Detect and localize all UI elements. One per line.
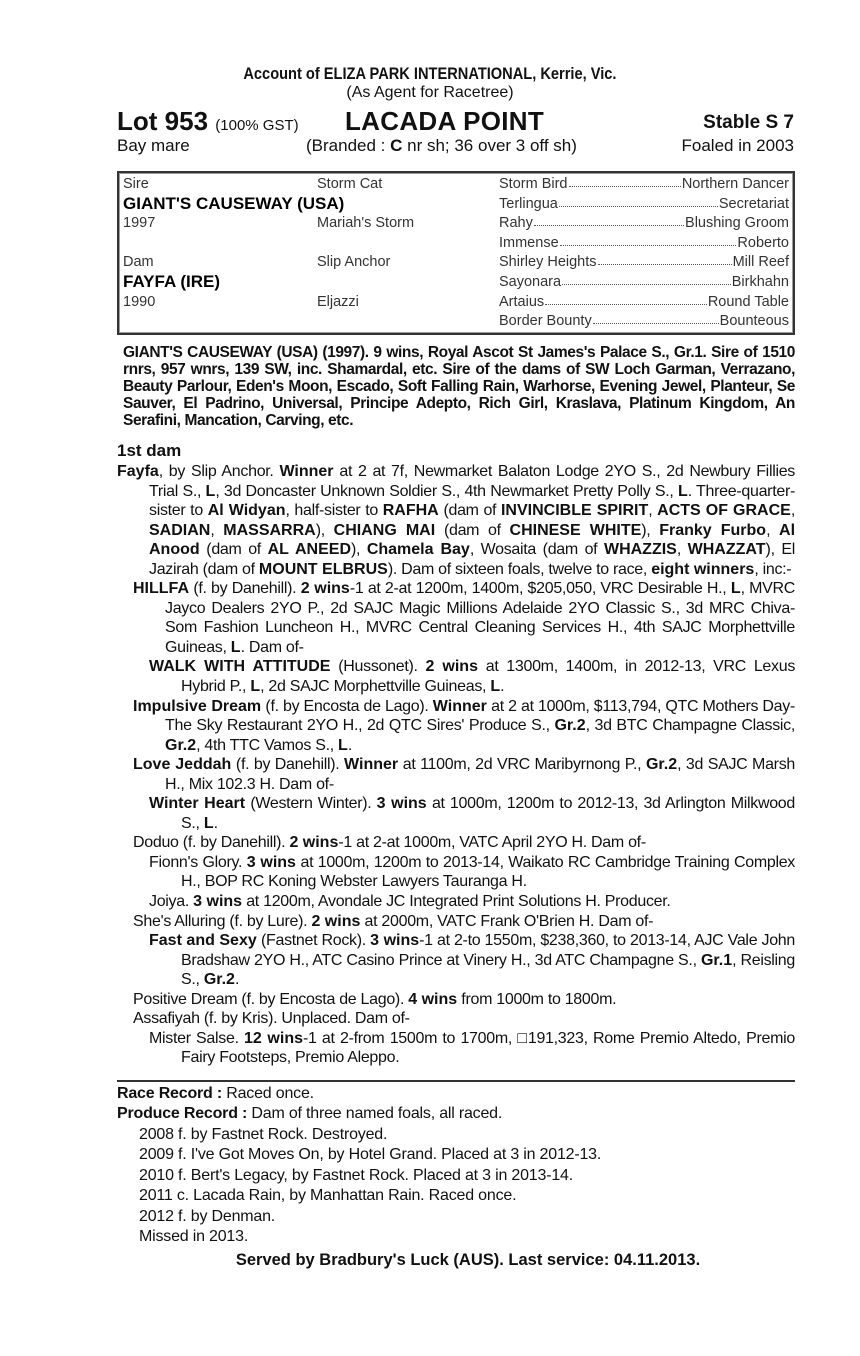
sire-summary: GIANT'S CAUSEWAY (USA) (1997). 9 wins, Royal Ascot St James's Palace S., Gr.1. Sire of 1510 rnrs, 957 wnrs, 139 SW, inc. Shamardal, etc. Sire of the dams of SW Loch Garman, Verrazano, Beauty Parlour, Eden's Moon, Escado, Soft Falling Rain, Warhorse, Evening Jewel, Planteur, Se Sauver, El Padrino, Universal, Principe Adepto, Rich Girl, Kraslava, Platinum Kingdom, An Serafini, Mancation, Carving, etc. [123, 344, 795, 429]
entry-text: . [500, 678, 505, 696]
dot-leader [593, 313, 719, 324]
produce-line: 2012 f. by Denman. [139, 1207, 276, 1225]
pedigree-parent: Storm Cat [317, 176, 383, 192]
entry-highlight: Winner [432, 697, 487, 715]
entry-text: at 2000m, VATC Frank O'Brien H. Dam of- [360, 912, 654, 930]
catalogue-body [117, 344, 795, 1300]
lot-label: Lot 953 [117, 106, 209, 136]
entry-text: , inc:- [754, 560, 792, 578]
entry-text: . [347, 736, 352, 754]
entry-highlight: SADIAN [149, 521, 211, 539]
brand-info [306, 136, 577, 156]
produce-record-label: Produce Record : [117, 1105, 248, 1123]
entry-highlight: L [490, 678, 501, 696]
entry-highlight: Gr.2 [645, 756, 678, 774]
produce-entry [117, 892, 795, 912]
first-dam-heading: 1st dam [117, 441, 182, 460]
pedigree-row [119, 313, 793, 333]
divider [117, 1080, 795, 1082]
entry-highlight: L [230, 638, 241, 656]
entry-text: , [790, 502, 795, 520]
entry-text: ), El Jazirah (dam of [149, 541, 795, 578]
entry-highlight: L [677, 482, 688, 500]
entry-highlight: RAFHA [382, 502, 439, 520]
entry-highlight: 4 wins [408, 990, 458, 1008]
produce-entry [117, 794, 795, 833]
entry-text: (dam of [438, 502, 501, 520]
pedigree-row [119, 193, 793, 216]
produce-record [117, 1104, 795, 1125]
ancestor-sire: Northern Dancer [681, 176, 789, 192]
ancestor-name: Storm Bird [499, 176, 568, 192]
race-record-text: Raced once. [222, 1084, 314, 1102]
pedigree-parent: Mariah's Storm [317, 215, 415, 232]
service-info: Served by Bradbury's Luck (AUS). Last service: 04.11.2013. [235, 1250, 701, 1269]
entry-highlight: 2 wins [300, 580, 350, 598]
entry-text: , 3d Doncaster Unknown Soldier S., 4th Newmarket Pretty Polly S., [215, 482, 678, 500]
produce-line: Missed in 2013. [139, 1228, 249, 1246]
pedigree-name: 1997 [123, 215, 156, 232]
entry-highlight: ACTS OF GRACE [657, 502, 791, 520]
entry-text: ), [315, 521, 334, 539]
ancestor-sire: Roberto [737, 234, 789, 251]
entry-text: , 3d BTC Champagne Classic, [585, 717, 795, 735]
produce-entry [117, 1009, 795, 1029]
entry-highlight: Impulsive Dream [133, 697, 262, 715]
entry-text: at 2 at 7f, Newmarket Balaton Lodge 2YO S., 2d Newbury Fillies Trial S., [149, 463, 796, 500]
pedigree-ancestor-pair [499, 196, 789, 212]
entry-text: Assafiyah (f. by Kris). Unplaced. Dam of- [133, 1010, 410, 1028]
dot-leader [562, 274, 731, 285]
entry-highlight: 3 wins [193, 893, 243, 911]
entry-highlight: 12 wins [244, 1029, 303, 1047]
entry-highlight: Al Anood [149, 521, 796, 559]
entry-highlight: CHINESE WHITE [509, 521, 642, 539]
entry-highlight: Gr.2 [554, 717, 586, 735]
entry-highlight: 2 wins [311, 912, 361, 930]
ancestor-name: Shirley Heights [499, 254, 597, 271]
brand-pre: (Branded : [306, 136, 391, 155]
foaled-year: Foaled in 2003 [681, 136, 794, 155]
horse-sex: Bay mare [117, 136, 190, 155]
entry-highlight: Gr.2 [165, 736, 197, 754]
entry-text: , half-sister to [285, 502, 383, 520]
entry-text: (f. by Danehill). [189, 580, 301, 598]
ancestor-name: Sayonara [499, 274, 562, 290]
pedigree-name: Dam [123, 254, 154, 271]
entry-text: at 2 at 1000m, $113,794, QTC Mothers Day-The Sky Restaurant 2YO H., 2d QTC Sires' Produce S., [165, 697, 796, 735]
entry-text: She's Alluring (f. by Lure). [133, 912, 312, 930]
pedigree-ancestor-pair [499, 235, 789, 251]
entry-text: (Western Winter). [245, 795, 377, 813]
entry-highlight: WHAZZIS [603, 541, 677, 559]
produce-entry [117, 990, 795, 1010]
entry-text: , [766, 521, 780, 539]
entry-text: Mister Salse. [149, 1029, 245, 1047]
entry-highlight: Winner [344, 756, 399, 774]
dot-leader [534, 215, 684, 226]
dot-leader [545, 294, 707, 305]
entry-text: , [648, 502, 658, 520]
ancestor-sire: Blushing Groom [685, 215, 789, 232]
pedigree-parent: Eljazzi [317, 293, 359, 310]
entry-highlight: L [203, 814, 214, 832]
entry-text: at 1000m, 1200m to 2012-13, 3d Arlington Milkwood S., [181, 795, 795, 832]
pedigree-row [119, 294, 793, 314]
ancestor-name: Artaius [499, 293, 545, 310]
produce-line: 2010 f. Bert's Legacy, by Fastnet Rock. Placed at 3 in 2013-14. [139, 1166, 573, 1184]
ancestor-name: Rahy [499, 215, 533, 232]
entry-text: , 4th TTC Vamos S., [196, 736, 339, 754]
pedigree-name: Sire [123, 176, 149, 192]
entry-highlight: Fayfa [117, 463, 159, 480]
vendor-account [0, 64, 860, 84]
produce-entry [117, 657, 795, 696]
ancestor-sire: Round Table [707, 293, 789, 310]
entry-text: , MVRC Jayco Dealers 2YO P., 2d SAJC Magic Millions Adelaide 2YO Classic S., 3d MRC Chiva-Som Fashion Luncheon H., MVRC Central Cleaning Services H., 4th SAJC Morphettville Guineas, [165, 580, 796, 656]
entry-text: . [234, 971, 240, 989]
produce-entry [117, 853, 795, 892]
entry-text: at 1100m, 2d VRC Maribyrnong P., [398, 756, 646, 774]
entry-highlight: L [338, 736, 348, 754]
entry-text: (dam of [435, 521, 510, 539]
pedigree-table [117, 171, 795, 335]
entry-text: , [210, 521, 224, 539]
entry-highlight: WHAZZAT [687, 541, 766, 559]
dam-produce-list [117, 462, 795, 1068]
produce-entry [117, 462, 795, 579]
produce-entry [117, 931, 795, 990]
entry-text: -1 at 2-from 1500m to 1700m, □191,323, Rome Premio Altedo, Premio Fairy Footsteps, Premio Aleppo. [181, 1029, 795, 1067]
entry-highlight: CHIANG MAI [333, 521, 436, 539]
entry-highlight: MASSARRA [223, 521, 316, 539]
race-record [117, 1084, 795, 1105]
pedigree-row [119, 274, 793, 294]
pedigree-ancestor-pair [499, 274, 789, 290]
entry-text: -1 at 2-at 1000m, VATC April 2YO H. Dam of- [338, 834, 646, 852]
dot-leader [559, 196, 718, 207]
dot-leader [598, 254, 732, 265]
entry-text: . Dam of- [240, 638, 304, 656]
entry-text: at 1200m, Avondale JC Integrated Print Solutions H. Producer. [242, 893, 671, 911]
dot-leader [569, 176, 681, 187]
ancestor-sire: Secretariat [718, 195, 789, 212]
entry-highlight: Al Widyan [207, 502, 286, 520]
ancestor-sire: Bounteous [719, 313, 789, 330]
produce-line: 2011 c. Lacada Rain, by Manhattan Rain. Raced once. [139, 1187, 517, 1205]
entry-text: , by Slip Anchor. [158, 463, 280, 480]
produce-entry [117, 755, 795, 794]
produce-record-text: Dam of three named foals, all raced. [247, 1105, 503, 1123]
entry-highlight: 2 wins [425, 658, 478, 676]
entry-highlight: Love Jeddah [133, 756, 232, 774]
produce-entry [117, 697, 795, 756]
pedigree-row [119, 235, 793, 255]
entry-text: -1 at 2-to 1550m, $238,360, to 2013-14, AJC Vale John Bradshaw 2YO H., ATC Casino Prince at Vinery H., 3d ATC Champagne S., [181, 932, 796, 969]
entry-highlight: Gr.1 [700, 951, 733, 969]
entry-highlight: 3 wins [376, 795, 427, 813]
produce-entry [117, 1029, 795, 1068]
entry-highlight: HILLFA [133, 580, 189, 598]
pedigree-ancestor-pair [499, 215, 789, 231]
entry-highlight: Winter Heart [149, 795, 246, 813]
entry-text: ). Dam of sixteen foals, twelve to race, [387, 560, 652, 578]
entry-text: Positive Dream (f. by Encosta de Lago). [133, 990, 409, 1008]
vendor-account-text: Account of ELIZA PARK INTERNATIONAL, Kerrie, Vic. [243, 64, 617, 83]
pedigree-parent: Slip Anchor [317, 254, 391, 271]
race-record-label: Race Record : [117, 1084, 222, 1102]
entry-text: (f. by Danehill). [231, 756, 345, 774]
entry-text: . [213, 814, 218, 832]
produce-entry [117, 833, 795, 853]
stable-number: Stable S 7 [703, 112, 794, 133]
entry-text: at 1000m, 1200m to 2013-14, Waikato RC Cambridge Training Complex H., BOP RC Koning Webster Lawyers Tauranga H. [181, 853, 796, 891]
pedigree-name: GIANT'S CAUSEWAY (USA) [123, 193, 345, 213]
entry-text: (dam of [199, 541, 268, 559]
ancestor-sire: Birkhahn [731, 274, 789, 290]
entry-text: from 1000m to 1800m. [457, 990, 617, 1008]
entry-text: -1 at 2-at 1200m, 1400m, $205,050, VRC Desirable H., [349, 580, 731, 598]
entry-highlight: MOUNT ELBRUS [258, 560, 388, 578]
entry-highlight: L [250, 678, 261, 696]
entry-highlight: Chamela Bay [366, 541, 470, 559]
entry-highlight: 3 wins [246, 853, 296, 871]
ancestor-name: Immense [499, 234, 559, 251]
pedigree-name: FAYFA (IRE) [123, 272, 220, 291]
agent-line: (As Agent for Racetree) [346, 84, 514, 101]
pedigree-row [119, 215, 793, 235]
entry-text: (Hussonet). [330, 658, 426, 676]
produce-entry [117, 579, 795, 657]
gst-note: (100% GST) [215, 117, 299, 134]
entry-text: Doduo (f. by Danehill). [133, 834, 290, 852]
ancestor-name: Border Bounty [499, 313, 592, 330]
horse-name: LACADA POINT [345, 106, 545, 136]
entry-text: , [676, 541, 688, 559]
produce-lines [117, 1125, 795, 1248]
entry-highlight: AL ANEED [267, 541, 351, 559]
entry-text: , 2d SAJC Morphettville Guineas, [260, 678, 491, 696]
entry-text: ), [641, 521, 660, 539]
pedigree-ancestor-pair [499, 294, 789, 310]
entry-highlight: Fast and Sexy [149, 932, 257, 950]
entry-text: (Fastnet Rock). [256, 932, 371, 950]
entry-text: (f. by Encosta de Lago). [261, 697, 433, 715]
entry-highlight: WALK WITH ATTITUDE [149, 658, 331, 676]
entry-text: Fionn's Glory. [149, 853, 247, 871]
pedigree-ancestor-pair [499, 313, 789, 329]
pedigree-ancestor-pair [499, 254, 789, 270]
entry-text: , Reisling S., [181, 951, 795, 989]
pedigree-row [119, 254, 793, 274]
entry-text: . Three-quarter-sister to [149, 482, 796, 520]
entry-highlight: Winner [279, 463, 334, 480]
ancestor-sire: Mill Reef [732, 254, 789, 271]
pedigree-ancestor-pair [499, 176, 789, 192]
produce-line: 2009 f. I've Got Moves On, by Hotel Grand. Placed at 3 in 2012-13. [139, 1146, 602, 1164]
pedigree-name: 1990 [123, 293, 156, 310]
entry-highlight: Franky Furbo [659, 521, 767, 539]
records-section [117, 1084, 795, 1248]
entry-text: at 1300m, 1400m, in 2012-13, VRC Lexus Hybrid P., [181, 658, 796, 696]
entry-highlight: 2 wins [289, 834, 339, 852]
entry-highlight: L [205, 482, 216, 500]
entry-text: Joiya. [149, 893, 194, 911]
lot-number [117, 106, 299, 137]
entry-highlight: Gr.2 [203, 971, 235, 989]
entry-text: , Wosaita (dam of [469, 541, 604, 559]
entry-highlight: 3 wins [370, 932, 420, 950]
entry-highlight: INVINCIBLE SPIRIT [500, 502, 649, 520]
entry-highlight: eight winners [651, 560, 755, 578]
ancestor-name: Terlingua [499, 195, 558, 212]
brand-mark: C [390, 136, 403, 155]
produce-line: 2008 f. by Fastnet Rock. Destroyed. [139, 1125, 388, 1143]
produce-entry [117, 912, 795, 932]
brand-post: nr sh; 36 over 3 off sh) [402, 136, 577, 155]
entry-text: , 3d SAJC Marsh H., Mix 102.3 H. Dam of- [165, 756, 795, 793]
dot-leader [560, 235, 737, 246]
entry-text: ), [351, 541, 367, 559]
entry-highlight: L [730, 580, 741, 598]
